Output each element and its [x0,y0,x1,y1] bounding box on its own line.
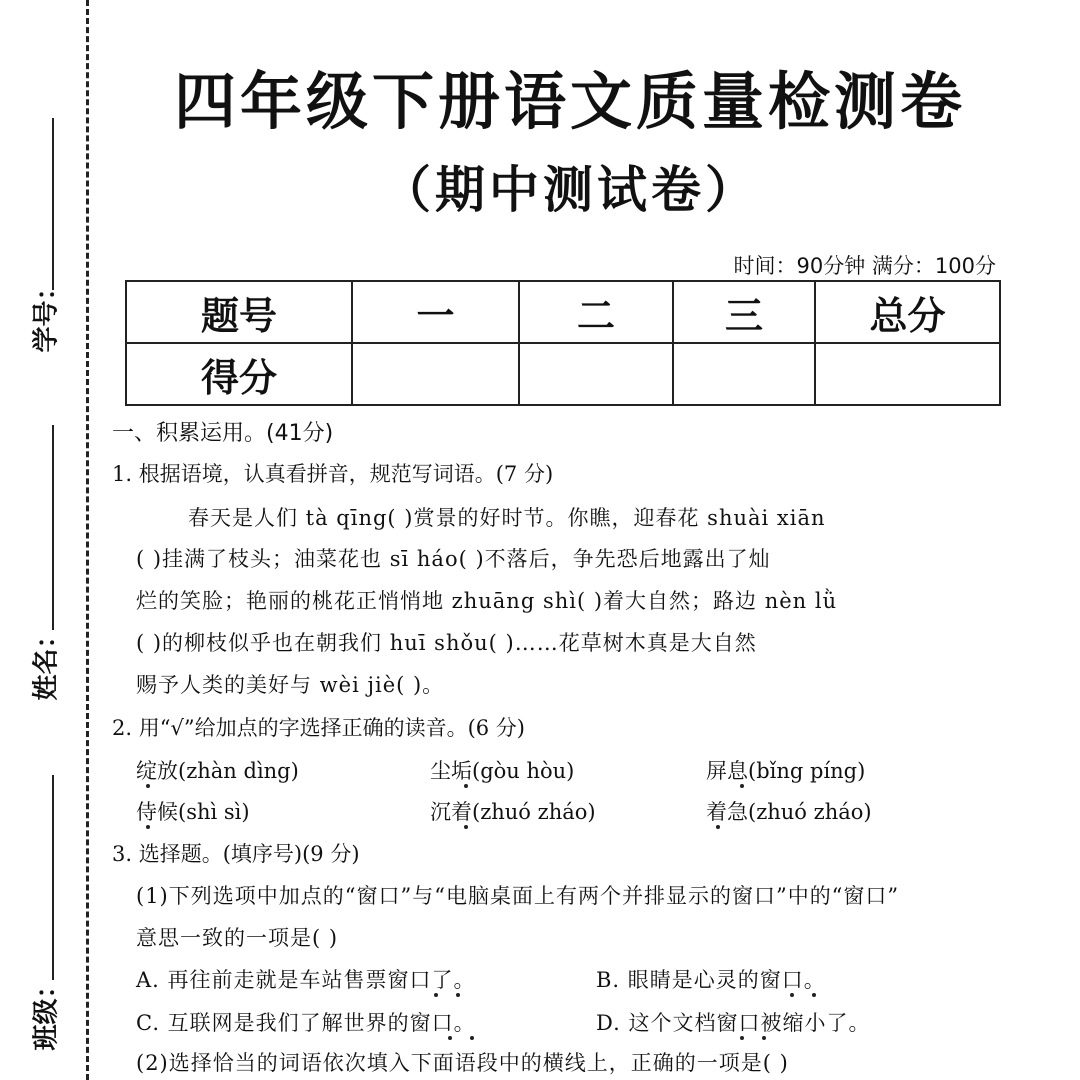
score-cell[interactable] [815,343,1000,405]
page-title: 四年级下册语文质量检测卷 [173,65,966,138]
score-cell[interactable] [519,343,673,405]
question-3-sub2: (2)选择恰当的词语依次填入下面语段中的横线上，正确的一项是( ) [136,1051,789,1075]
question-1-text-line: 烂的笑脸；艳丽的桃花正悄悄地 zhuāng shì( )着大自然；路边 nèn lǜ [136,589,838,613]
question-3-sub1: (1)下列选项中加点的“窗口”与“电脑桌面上有两个并排显示的窗口”中的“窗口” [136,884,900,908]
question-1-text-line: ( )挂满了枝头；油菜花也 sī háo( )不落后，争先恐后地露出了灿 [136,547,771,571]
student-id-label: 学号： [31,274,62,353]
emphasis-dot [740,784,744,788]
emphasis-dot [716,825,720,829]
table-cell: 三 [673,281,815,343]
student-id-line [52,118,54,290]
emphasis-dot [762,1036,766,1040]
table-cell: 一 [352,281,519,343]
score-table [125,280,1001,406]
table-cell: 二 [519,281,673,343]
binding-dashed-line [86,0,89,1080]
emphasis-dot [470,1036,474,1040]
table-cell: 得分 [126,343,352,405]
option-a: A. 再往前走就是车站售票窗口了。 [136,968,476,992]
emphasis-dot [790,993,794,997]
name-line [52,425,54,630]
class-label: 班级： [31,972,62,1051]
emphasis-dot [812,993,816,997]
pinyin-choice-item: 着急(zhuó zháo) [706,800,872,824]
emphasis-dot [448,1036,452,1040]
score-cell[interactable] [673,343,815,405]
emphasis-dot [456,993,460,997]
pinyin-choice-item: 沉着(zhuó zháo) [430,800,596,824]
pinyin-choice-item: 屏息(bǐng píng) [706,759,866,783]
option-d: D. 这个文档窗口被缩小了。 [596,1011,871,1035]
pinyin-choice-item: 绽放(zhàn dìng) [136,759,299,783]
question-1-text-line: ( )的柳枝似乎也在朝我们 huī shǒu( )……花草树木真是大自然 [136,631,757,655]
emphasis-dot [740,1036,744,1040]
page-subtitle: （期中测试卷） [381,161,759,219]
name-label: 姓名： [31,622,62,701]
emphasis-dot [434,993,438,997]
pinyin-choice-item: 尘垢(gòu hòu) [430,759,575,783]
time-score-info: 时间：90分钟 满分：100分 [733,254,996,278]
question-3-title: 3. 选择题。(填序号)(9 分) [112,842,360,866]
option-c: C. 互联网是我们了解世界的窗口。 [136,1011,476,1035]
score-table-score-row [126,343,1000,405]
emphasis-dot [464,784,468,788]
emphasis-dot [464,825,468,829]
emphasis-dot [146,784,150,788]
score-table-header-row [126,281,1000,343]
table-cell: 题号 [126,281,352,343]
question-1-title: 1. 根据语境，认真看拼音，规范写词语。(7 分) [112,462,554,486]
pinyin-choice-item: 侍候(shì sì) [136,800,250,824]
question-1-text-line: 春天是人们 tà qīng( )赏景的好时节。你瞧，迎春花 shuài xiān [188,506,826,530]
question-1-text-line: 赐予人类的美好与 wèi jiè( )。 [136,673,445,697]
table-cell: 总分 [815,281,1000,343]
class-line [52,775,54,980]
emphasis-dot [146,825,150,829]
option-b: B. 眼睛是心灵的窗口。 [596,968,826,992]
score-cell[interactable] [352,343,519,405]
section-heading: 一、积累运用。(41分) [112,421,334,446]
question-2-title: 2. 用“√”给加点的字选择正确的读音。(6 分) [112,716,525,740]
question-3-sub1-continued: 意思一致的一项是( ) [136,926,339,950]
